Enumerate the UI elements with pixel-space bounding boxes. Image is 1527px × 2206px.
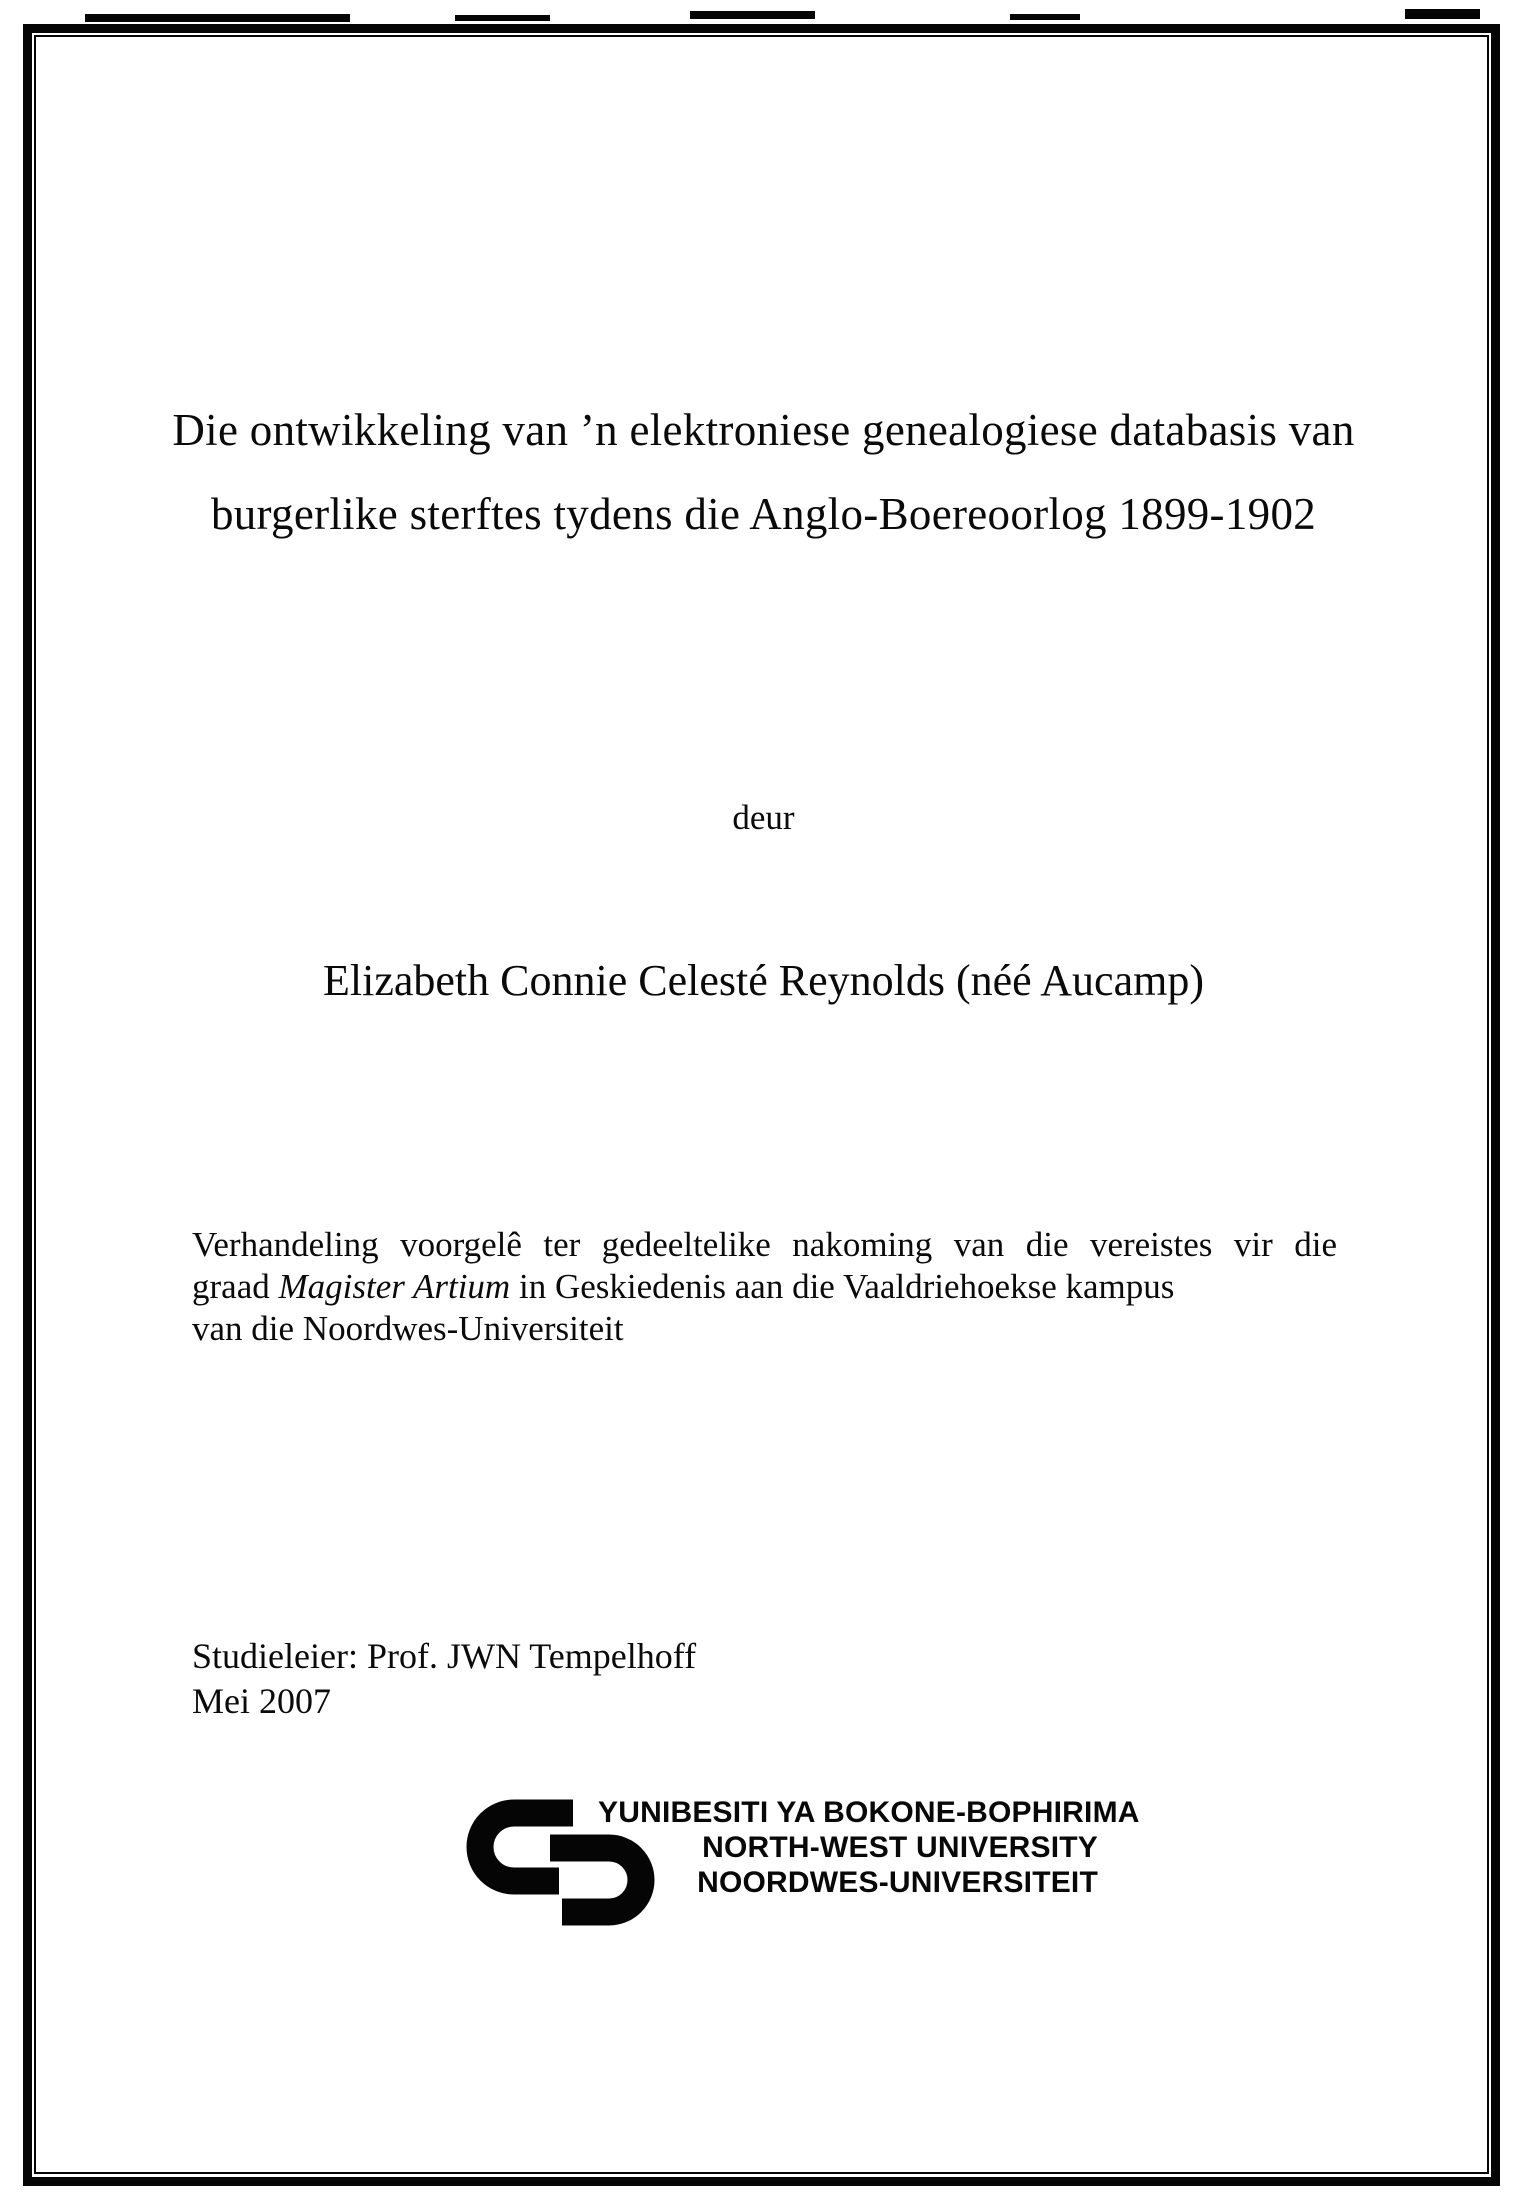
supervisor-line: Studieleier: Prof. JWN Tempelhoff — [192, 1636, 697, 1676]
scan-artifact — [85, 14, 350, 22]
scan-artifact — [690, 11, 815, 19]
nwu-logo-text-line-1: YUNIBESITI YA BOKONE-BOPHIRIMA — [598, 1796, 1140, 1829]
degree-statement-line-3: van die Noordwes-Universiteit — [192, 1309, 624, 1348]
degree-statement-line-1: Verhandeling voorgelê ter gedeeltelike nakoming van die vereistes vir die — [192, 1225, 1337, 1264]
date-line: Mei 2007 — [192, 1681, 331, 1721]
degree-statement-line-2-prefix: graad — [192, 1267, 279, 1306]
thesis-title-line-2: burgerlike sterftes tydens die Anglo-Boereoorlog 1899-1902 — [210, 489, 1317, 539]
byline: deur — [732, 798, 795, 837]
scan-artifact — [455, 15, 550, 21]
degree-statement-line-2 — [192, 1266, 1337, 1308]
scan-artifact — [1010, 14, 1080, 20]
degree-statement — [192, 1224, 1337, 1350]
nwu-logo-text-line-3: NOORDWES-UNIVERSITEIT — [697, 1866, 1098, 1899]
supervisor-block — [192, 1634, 1292, 1724]
scan-artifact — [1405, 9, 1480, 19]
thesis-title — [90, 388, 1437, 556]
nwu-logo-text-line-2: NORTH-WEST UNIVERSITY — [702, 1831, 1098, 1864]
thesis-title-line-1: Die ontwikkeling van ’n elektroniese genealogiese databasis van — [172, 405, 1355, 455]
nwu-logo-text — [598, 1795, 1140, 1900]
degree-statement-line-2-suffix: in Geskiedenis aan die Vaaldriehoekse kampus — [510, 1267, 1175, 1306]
degree-title-italic: Magister Artium — [278, 1267, 511, 1306]
author-name: Elizabeth Connie Celesté Reynolds (néé Aucamp) — [323, 956, 1204, 1005]
